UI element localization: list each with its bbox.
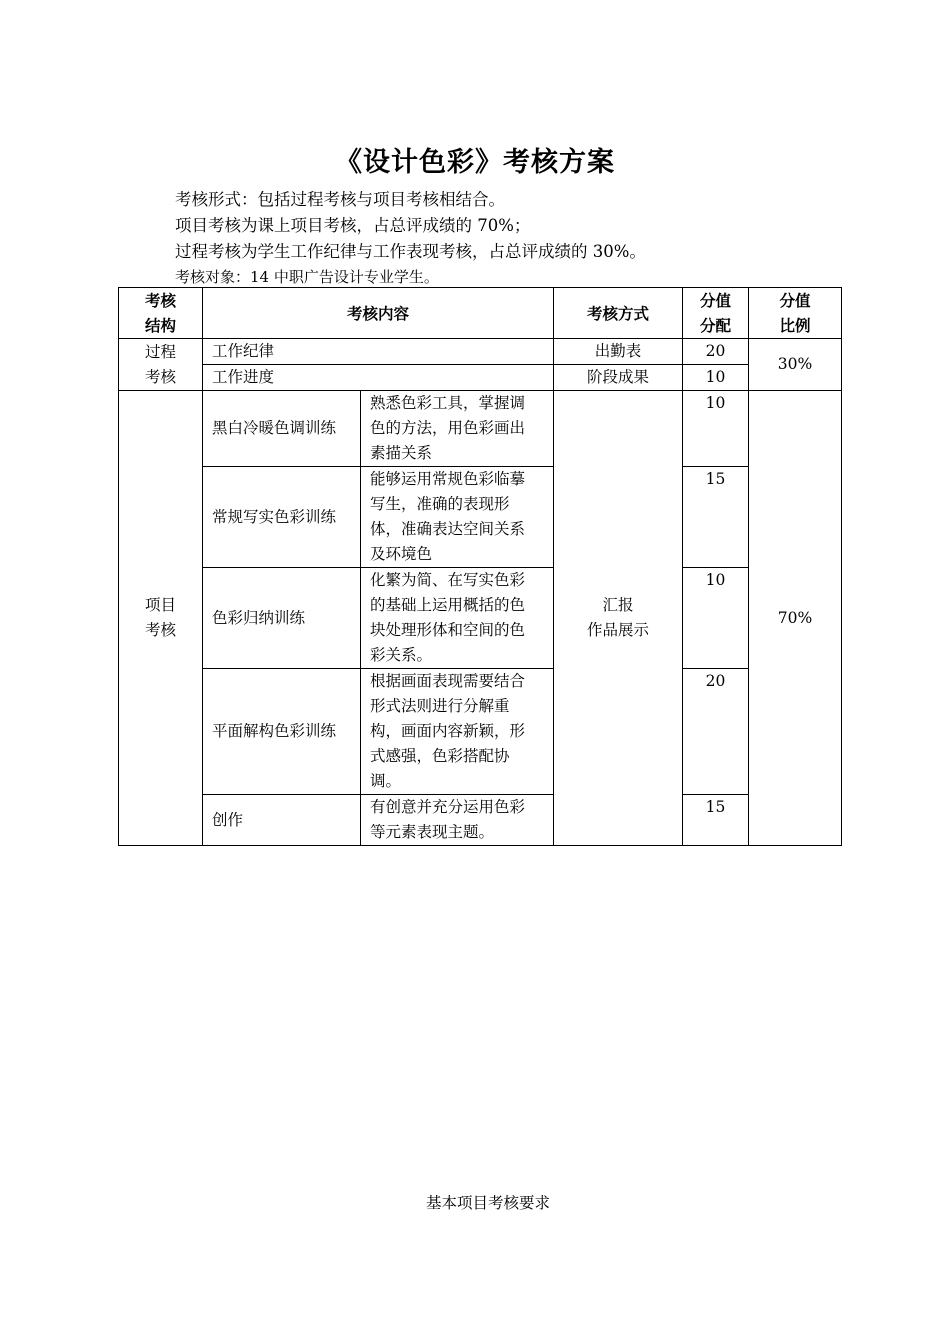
process-ratio: 30% (749, 339, 842, 391)
header-method: 考核方式 (554, 288, 683, 339)
project-item-name: 创作 (203, 795, 361, 846)
process-score: 10 (683, 365, 749, 391)
table-row (119, 795, 842, 846)
header-ratio: 分值 比例 (749, 288, 842, 339)
project-item-desc: 能够运用常规色彩临摹 写生，准确的表现形 体，准确表达空间关系 及环境色 (361, 467, 554, 568)
intro-line: 项目考核为课上项目考核，占总评成绩的 70%； (175, 216, 531, 235)
project-item-name: 黑白冷暖色调训练 (203, 391, 361, 467)
project-item-name: 平面解构色彩训练 (203, 669, 361, 795)
project-item-name: 常规写实色彩训练 (203, 467, 361, 568)
process-content: 工作进度 (203, 365, 554, 391)
footer-caption: 基本项目考核要求 (425, 1194, 550, 1212)
intro-line: 考核形式：包括过程考核与项目考核相结合。 (175, 190, 505, 209)
project-label: 项目 考核 (119, 391, 203, 846)
document-title: 《设计色彩》考核方案 (335, 147, 615, 178)
table-row (119, 365, 842, 391)
project-item-score: 20 (683, 669, 749, 795)
process-method: 阶段成果 (554, 365, 683, 391)
process-score: 20 (683, 339, 749, 365)
project-item-name: 色彩归纳训练 (203, 568, 361, 669)
project-item-score: 10 (683, 568, 749, 669)
process-content: 工作纪律 (203, 339, 554, 365)
table-row (119, 568, 842, 669)
project-item-desc: 根据画面表现需要结合 形式法则进行分解重 构，画面内容新颖，形 式感强，色彩搭配协 调。 (361, 669, 554, 795)
header-structure: 考核 结构 (119, 288, 203, 339)
intro-block (175, 187, 646, 289)
assessment-table (118, 287, 842, 846)
project-item-score: 10 (683, 391, 749, 467)
project-method: 汇报 作品展示 (554, 391, 683, 846)
project-ratio: 70% (749, 391, 842, 846)
process-method: 出勤表 (554, 339, 683, 365)
project-item-score: 15 (683, 467, 749, 568)
header-content: 考核内容 (203, 288, 554, 339)
project-item-desc: 化繁为简、在写实色彩 的基础上运用概括的色 块处理形体和空间的色 彩关系。 (361, 568, 554, 669)
table-row (119, 669, 842, 795)
project-item-desc: 熟悉色彩工具，掌握调 色的方法，用色彩画出 素描关系 (361, 391, 554, 467)
intro-line: 过程考核为学生工作纪律与工作表现考核，占总评成绩的 30%。 (175, 242, 646, 261)
process-label: 过程 考核 (119, 339, 203, 391)
table-header-row (119, 288, 842, 339)
table-row (119, 339, 842, 365)
table-row (119, 391, 842, 467)
header-score: 分值 分配 (683, 288, 749, 339)
project-item-desc: 有创意并充分运用色彩 等元素表现主题。 (361, 795, 554, 846)
project-item-score: 15 (683, 795, 749, 846)
intro-line: 考核对象：14 中职广告设计专业学生。 (175, 268, 439, 286)
table-row (119, 467, 842, 568)
